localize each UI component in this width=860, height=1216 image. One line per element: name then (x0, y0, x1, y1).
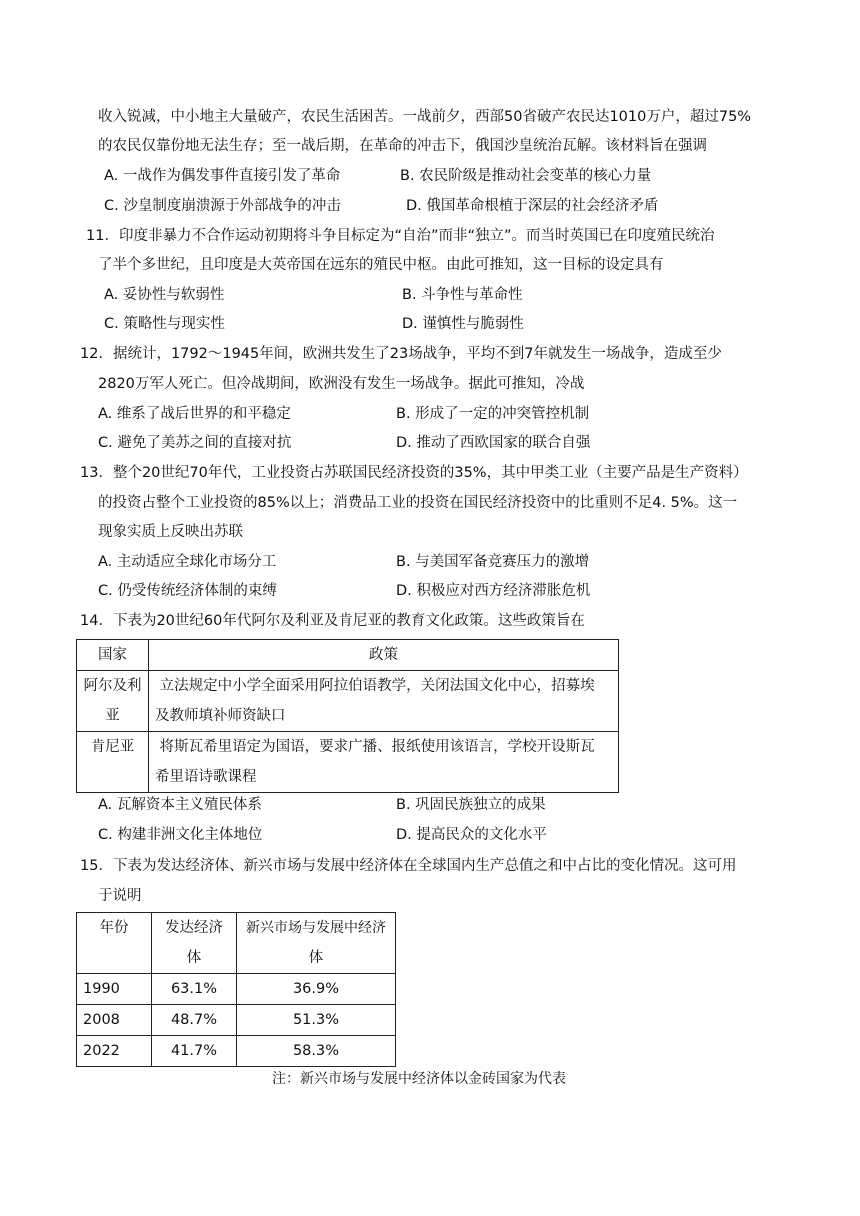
q15-gdp-table (76, 912, 396, 1067)
q11-stem-line-2: 了半个多世纪，且印度是大英帝国在远东的殖民中枢。由此可推知，这一目标的设定具有 (98, 257, 664, 273)
developed-cell: 63.1% (152, 974, 237, 1005)
q13-option-c: C. 仍受传统经济体制的束缚 (98, 583, 277, 599)
emerging-cell: 58.3% (237, 1036, 396, 1067)
header-developed: 发达经济体 (152, 913, 237, 974)
header-emerging-line: 新兴市场与发展中经济 (246, 920, 386, 936)
emerging-cell: 36.9% (237, 974, 396, 1005)
country-cell (77, 671, 149, 732)
policy-cell (149, 671, 619, 732)
q12-stem-line-1: 12．据统计，1792～1945年间，欧洲共发生了23场战争，平均不到7年就发生一场战争，造成至少 (80, 346, 722, 362)
q13-option-d: D. 积极应对西方经济滞胀危机 (396, 583, 591, 599)
q11-stem-line-1: 11．印度非暴力不合作运动初期将斗争目标定为“自治”而非“独立”。而当时英国已在印度殖民统治 (86, 228, 715, 244)
emerging-cell: 51.3% (237, 1005, 396, 1036)
header-policy: 政策 (149, 640, 619, 671)
policy-line: 希里语诗歌课程 (155, 769, 257, 785)
q11-option-d: D. 谨慎性与脆弱性 (402, 316, 524, 332)
header-year: 年份 (77, 913, 152, 974)
policy-line: 立法规定中小学全面采用阿拉伯语教学，关闭法国文化中心，招募埃 (155, 678, 595, 694)
q13-stem-line-2: 的投资占整个工业投资的85%以上；消费品工业的投资在国民经济投资中的比重则不足4. 5%。这一 (98, 495, 738, 511)
q12-option-b: B. 形成了一定的冲突管控机制 (396, 406, 590, 422)
country-line (83, 762, 142, 792)
q10-stem-line-1: 收入锐减，中小地主大量破产，农民生活困苦。一战前夕，西部50省破产农民达1010万户，超过75% (98, 109, 752, 125)
table-row (77, 974, 396, 1005)
q13-option-a: A. 主动适应全球化市场分工 (98, 554, 277, 570)
q14-policy-table (76, 639, 619, 793)
q12-option-a: A. 维系了战后世界的和平稳定 (98, 406, 291, 422)
table-row (77, 671, 619, 732)
q15-table-note: 注：新兴市场与发展中经济体以金砖国家为代表 (272, 1071, 566, 1087)
q14-option-c: C. 构建非洲文化主体地位 (98, 827, 263, 843)
header-emerging-line: 体 (308, 950, 324, 966)
country-line: 阿尔及利 (83, 678, 142, 694)
q12-stem-line-2: 2820万军人死亡。但冷战期间，欧洲没有发生一场战争。据此可推知，冷战 (98, 376, 585, 392)
year-cell: 2008 (77, 1005, 152, 1036)
header-emerging (237, 913, 396, 974)
q13-stem-line-3: 现象实质上反映出苏联 (98, 524, 243, 540)
q14-stem: 14．下表为20世纪60年代阿尔及利亚及肯尼亚的教育文化政策。这些政策旨在 (80, 613, 585, 629)
q12-option-c: C. 避免了美苏之间的直接对抗 (98, 435, 292, 451)
table-row (77, 1036, 396, 1067)
q15-stem-line-2: 于说明 (98, 888, 142, 904)
q11-option-c: C. 策略性与现实性 (104, 316, 225, 332)
q10-option-c: C. 沙皇制度崩溃源于外部战争的冲击 (104, 198, 341, 214)
country-cell (77, 732, 149, 793)
q11-option-a: A. 妥协性与软弱性 (104, 287, 225, 303)
q13-stem-line-1: 13．整个20世纪70年代，工业投资占苏联国民经济投资的35%，其中甲类工业（主要产品是生产资料） (80, 465, 748, 481)
q14-option-d: D. 提高民众的文化水平 (396, 827, 547, 843)
policy-line: 将斯瓦希里语定为国语，要求广播、报纸使用该语言，学校开设斯瓦 (155, 739, 595, 755)
developed-cell: 48.7% (152, 1005, 237, 1036)
table-row (77, 1005, 396, 1036)
header-country: 国家 (77, 640, 149, 671)
q10-option-b: B. 农民阶级是推动社会变革的核心力量 (400, 168, 652, 184)
q11-option-b: B. 斗争性与革命性 (402, 287, 523, 303)
country-line: 亚 (105, 708, 120, 724)
q14-option-a: A. 瓦解资本主义殖民体系 (98, 797, 262, 813)
policy-line: 及教师填补师资缺口 (155, 708, 286, 724)
year-cell: 1990 (77, 974, 152, 1005)
year-cell: 2022 (77, 1036, 152, 1067)
q12-option-d: D. 推动了西欧国家的联合自强 (396, 435, 591, 451)
q10-option-d: D. 俄国革命根植于深层的社会经济矛盾 (406, 198, 659, 214)
developed-cell: 41.7% (152, 1036, 237, 1067)
policy-cell (149, 732, 619, 793)
q14-option-b: B. 巩固民族独立的成果 (396, 797, 546, 813)
q10-option-a: A. 一战作为偶发事件直接引发了革命 (104, 168, 341, 184)
q15-stem-line-1: 15．下表为发达经济体、新兴市场与发展中经济体在全球国内生产总值之和中占比的变化情况。这可用 (80, 858, 737, 874)
table-row (77, 732, 619, 793)
q10-stem-line-2: 的农民仅靠份地无法生存；至一战后期，在革命的冲击下，俄国沙皇统治瓦解。该材料旨在强调 (98, 138, 707, 154)
table-header-row (77, 640, 619, 671)
country-line: 肯尼亚 (90, 739, 135, 755)
q13-option-b: B. 与美国军备竞赛压力的激增 (396, 554, 590, 570)
table-header-row (77, 913, 396, 974)
